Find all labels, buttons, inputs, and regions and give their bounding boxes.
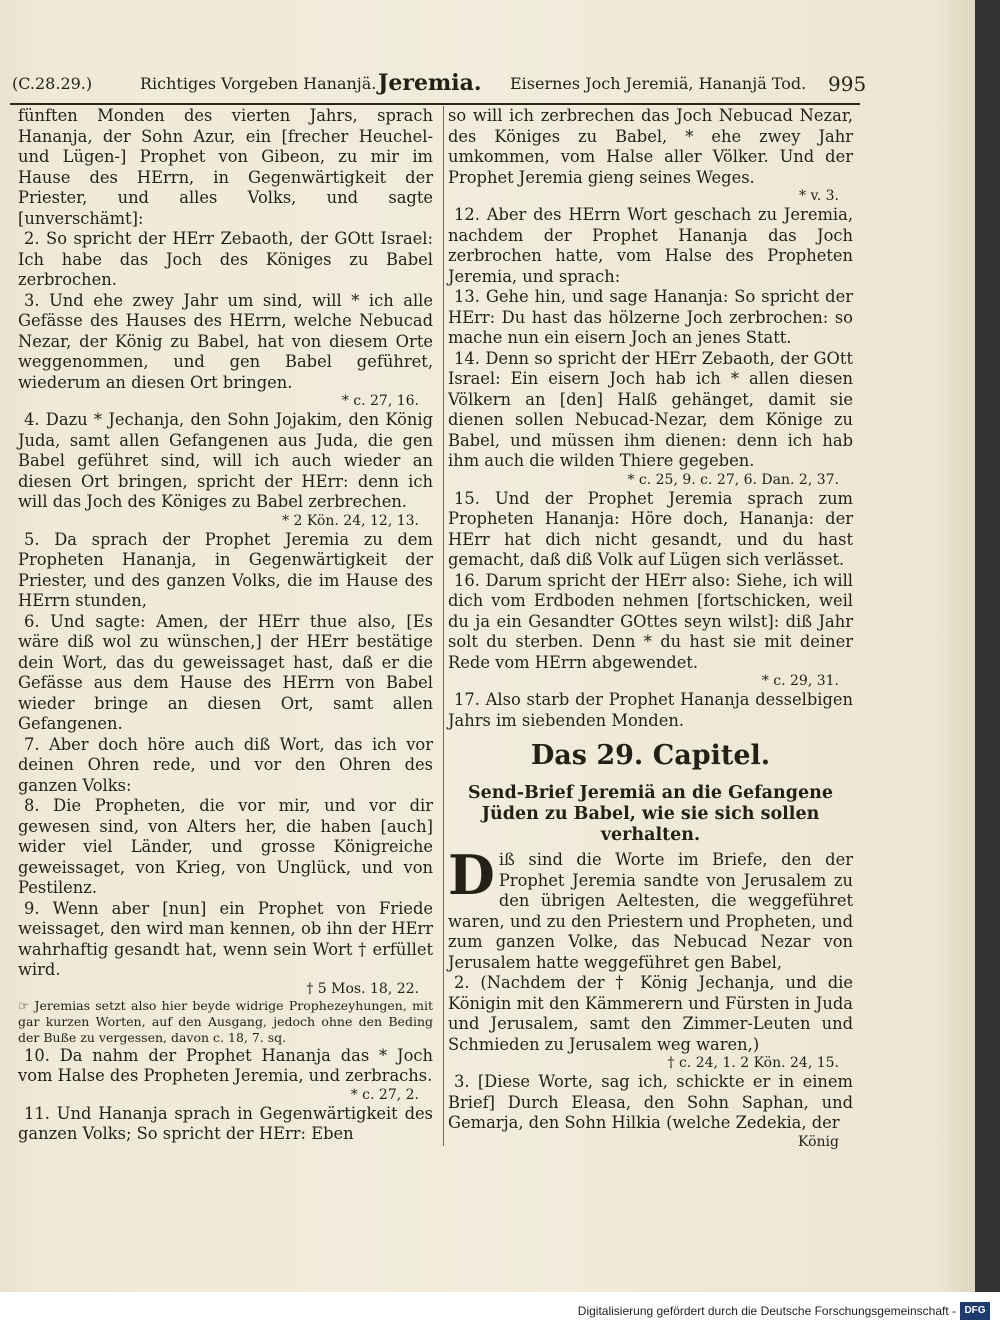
verse-text: 4. Dazu * Jechanja, den Sohn Jojakim, den König Juda, samt allen Gefangenen aus Juda, die gen Babel geführet sind, will ich auch wieder an diesen Ort bringen, spricht der HErr: denn ich will das Joch des Königes zu Babel zerbrechen. [18,410,433,511]
verse-text: 8. Die Propheten, die vor mir, und vor dir gewesen sind, von Alters her, die haben [auch] wider viel Länder, und grosse Königreiche geweissaget, von Krieg, von Unglück, und von Pestilenz. [18,796,433,897]
dfg-logo: DFG [960,1302,990,1320]
verse-text: 2. (Nachdem der † König Jechanja, und die Königin mit den Kämmerern und Fürsten in Juda und Jerusalem, samt den Zimmer-Leuten und Schmieden zu Jerusalem weg waren,) [448,973,853,1054]
verse-text: 12. Aber des HErrn Wort geschach zu Jeremia, nachdem der Prophet Hananja das Joch zerbrochen hatte, vom Halse des Propheten Jeremia, und sprach: [448,205,853,286]
cross-reference: * c. 29, 31. [761,673,839,689]
cross-reference: * v. 3. [799,188,839,204]
verse-text: 10. Da nahm der Prophet Hananja das * Joch vom Halse des Propheten Jeremia, und zerbrachs. [18,1045,433,1085]
verse-text: 5. Da sprach der Prophet Jeremia zu dem Propheten Hananja, in Gegenwärtigkeit der Priester, und des ganzen Volks, die im Hause des HErrn stunden, [18,529,433,610]
verse-text: so will ich zerbrechen das Joch Nebucad Nezar, des Königes zu Babel, * ehe zwey Jahr umkommen, vom Halse aller Völker. Und der Prophet Jeremia gieng seines Weges. [448,106,853,187]
running-title-left: Richtiges Vorgeben Hananjä. [140,74,377,93]
cross-reference: * 2 Kön. 24, 12, 13. [282,512,419,529]
footer-bar [0,1292,1000,1332]
verse-text: 3. Und ehe zwey Jahr um sind, will * ich alle Gefässe des Hauses des HErrn, welche Nebucad Nezar, der König zu Babel, hat von diesem Orte weggenommen, und gen Babel geführet, wiederum an diesen Ort bringen. [18,290,433,392]
chapter-heading: Das 29. Capitel. [530,740,771,771]
verse-text: 15. Und der Prophet Jeremia sprach zum Propheten Hananja: Höre doch, Hananja: der HErr hat dich nicht gesandt, und du hast gemacht, daß diß Volk auf Lügen sich verlässet. [448,488,853,569]
verse-text: 6. Und sagte: Amen, der HErr thue also, [Es wäre diß wol zu wünschen,] der HErr bestätige dein Wort, das du geweissaget hast, daß er die Gefässe aus dem Hause des HErrn von Babel wieder bringe an diesen Ort, samt allen Gefangenen. [18,611,433,733]
verse-text: 14. Denn so spricht der HErr Zebaoth, der GOtt Israel: Ein eisern Joch hab ich * allen diesen Völkern an [den] Halß gehänget, damit sie dienen sollen Nebucad-Nezar, dem Könige zu Babel, und müssen ihm dienen: denn ich hab ihm auch die wilden Thiere gegeben. [448,348,853,470]
catchword: König [798,1133,839,1150]
cross-reference: * c. 27, 16. [341,393,419,409]
verse-1 [448,843,853,973]
chapter-summary: Send-Brief Jeremiä an die Gefangene Jüden zu Babel, wie sie sich sollen verhalten. [468,783,833,845]
column-divider [443,106,444,1146]
cross-reference: * c. 25, 9. c. 27, 6. Dan. 2, 37. [627,471,839,488]
verse-text: 7. Aber doch höre auch diß Wort, das ich vor deinen Ohren rede, und vor den Ohren des ganzen Volks: [18,734,433,795]
header-rule [10,103,860,105]
cross-reference: † c. 24, 1. 2 Kön. 24, 15. [667,1055,839,1071]
verse-text: 16. Darum spricht der HErr also: Siehe, ich will dich vom Erdboden nehmen [fortschicken, weil du ja ein Gesandter GOttes seyn wilst]: diß Jahr solt du sterben. Denn * du hast sie mit deiner Rede vom HErrn abgewendet. [448,570,853,672]
page-number: 995 [828,72,867,96]
running-header [10,70,867,100]
verse-text: 9. Wenn aber [nun] ein Prophet von Friede weissaget, den wird man kennen, ob ihn der HErr wahrhaftig gesandt hat, wenn sein Wort † erfüllet wird. [18,898,433,979]
verse-text: 13. Gehe hin, und sage Hananja: So spricht der HErr: Du hast das hölzerne Joch zerbrochen: so mache nun ein eisern Joch an jenes Statt. [448,287,853,347]
right-column [448,106,853,1151]
running-title-right: Eisernes Joch Jeremiä, Hananjä Tod. [510,74,807,93]
verse-1-text: iß sind die Worte im Briefe, den der Prophet Jeremia sandte von Jerusalem zu den übrigen Aeltesten, die weggeführet waren, und zu den Priestern und Propheten, und zum ganzen Volke, das Nebucad Nezar von Jerusalem hatte weggeführet gen Babel, [448,850,853,972]
cross-reference: * c. 27, 2. [350,1086,419,1103]
cross-reference: † 5 Mos. 18, 22. [306,980,419,997]
verse-text: 11. Und Hananja sprach in Gegenwärtigkeit des ganzen Volks; So spricht der HErr: Eben [18,1103,433,1143]
verse-text: fünften Monden des vierten Jahrs, sprach Hananja, der Sohn Azur, ein [frecher Heuchel- und Lügen-] Prophet von Gibeon, zu mir im Hause des HErrn, in Gegenwärtigkeit der Priester, und alles Volks, und sagte [unverschämt]: [18,106,433,228]
drop-cap-initial: D [448,843,495,907]
verse-text: 2. So spricht der HErr Zebaoth, der GOtt Israel: Ich habe das Joch des Königes zu Babel zerbrochen. [18,229,433,289]
book-title: Jeremia. [378,70,482,96]
verse-text: 17. Also starb der Prophet Hananja desselbigen Jahrs im siebenden Monden. [448,690,853,730]
commentary-note: ☞ Jeremias setzt also hier beyde widrige Prophezeyhungen, mit gar kurzen Worten, auf den Ausgang, jedoch ohne den Beding der Buße zu vergessen, davon c. 18, 7. sq. [18,997,433,1045]
funding-notice: Digitalisierung gefördert durch die Deutsche Forschungsgemeinschaft - [577,1304,956,1318]
verse-text: 3. [Diese Worte, sag ich, schickte er in einem Brief] Durch Eleasa, den Sohn Saphan, und Gemarja, den Sohn Hilkia (welche Zedekia, der [448,1072,853,1132]
left-column [18,106,433,1145]
chapter-reference: (C.28.29.) [12,74,93,93]
